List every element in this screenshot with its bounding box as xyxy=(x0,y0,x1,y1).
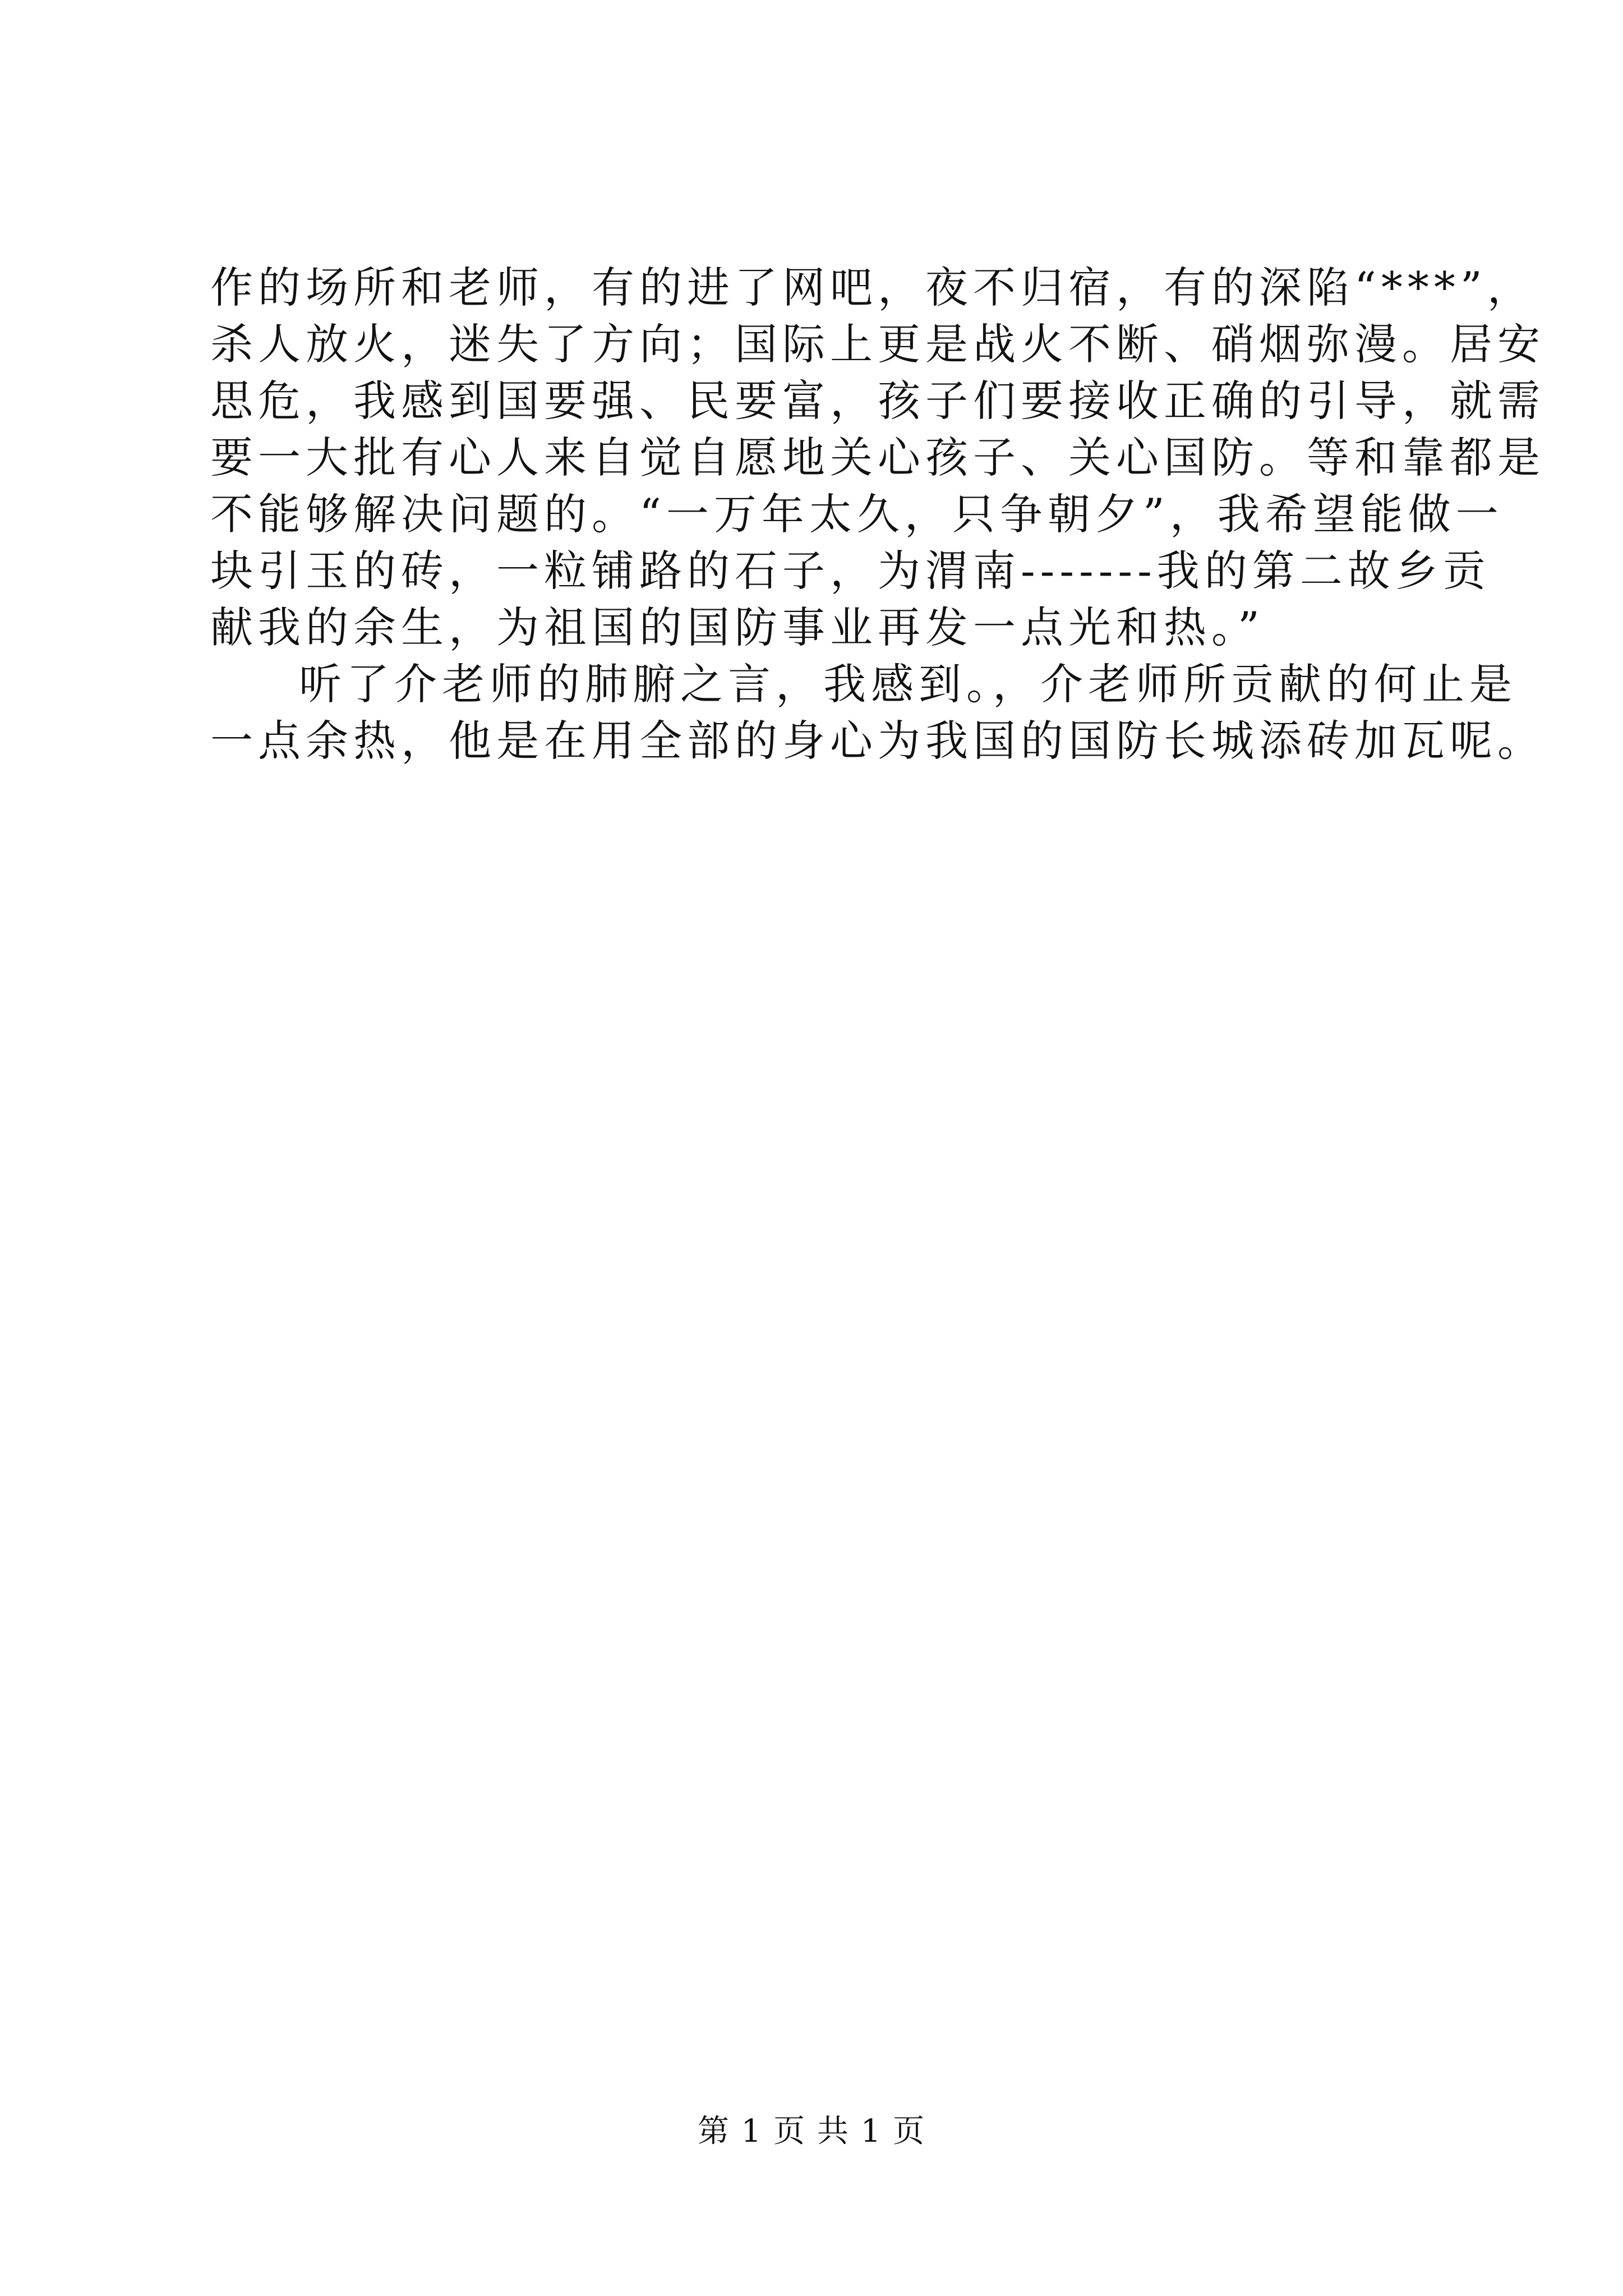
text-line: 思危，我感到国要强、民要富，孩子们要接收正确的引导，就需 xyxy=(210,376,1545,426)
text-line: 要一大批有心人来自觉自愿地关心孩子、关心国防。等和靠都是 xyxy=(210,432,1545,482)
text-line: 不能够解决问题的。“一万年太久，只争朝夕”，我希望能做一 xyxy=(210,489,1504,539)
body-text xyxy=(210,259,1545,769)
text-line: 杀人放火，迷失了方向；国际上更是战火不断、硝烟弥漫。居安 xyxy=(210,319,1545,369)
text-line: 块引玉的砖，一粒铺路的石子，为渭南-------我的第二故乡贡 xyxy=(210,546,1491,596)
text-line: 献我的余生，为祖国的国防事业再发一点光和热。” xyxy=(210,602,1265,652)
text-line: 一点余热，他是在用全部的身心为我国的国防长城添砖加瓦呢。 xyxy=(210,716,1545,766)
paragraph-first-line: 听了介老师的肺腑之言，我感到。，介老师所贡献的何止是 xyxy=(299,659,1517,709)
page-number-footer: 第 1 页 共 1 页 xyxy=(697,2113,926,2150)
text-line: 作的场所和老师，有的进了网吧，夜不归宿，有的深陷“***”， xyxy=(210,263,1535,312)
